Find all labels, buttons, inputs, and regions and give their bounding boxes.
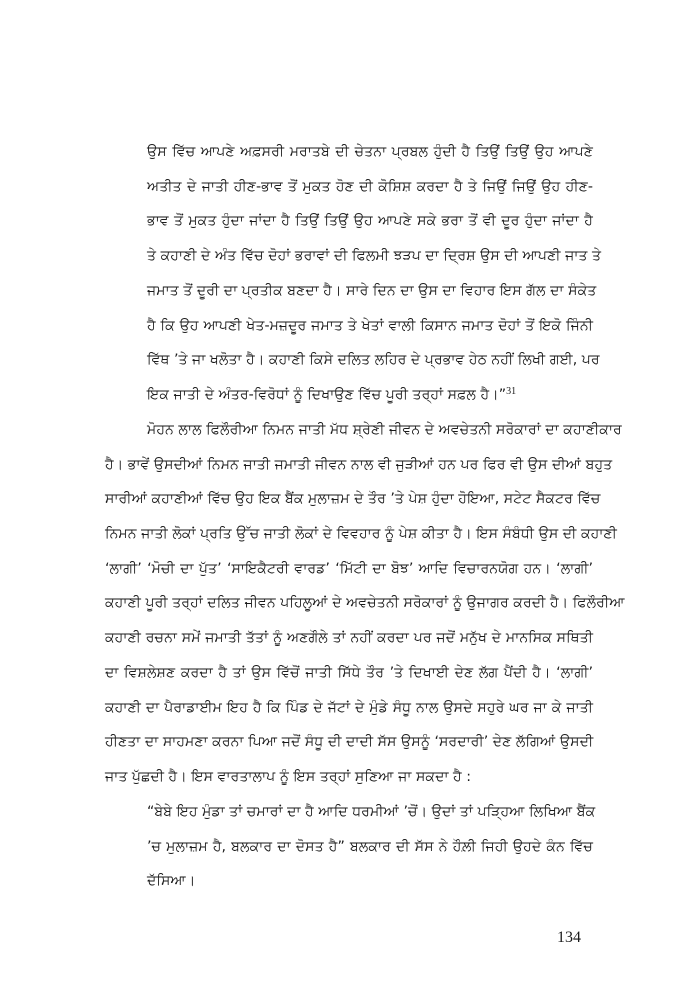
text-line: ਹੀਣਤਾ ਦਾ ਸਾਹਮਣਾ ਕਰਨਾ ਪਿਆ ਜਦੋਂ ਸੰਧੂ ਦੀ ਦਾਦੀ ਸੱਸ ਉਸਨੂੰ ‘ਸਰਦਾਰੀ’ ਦੇਣ ਲੱਗਿਆਂ ਉਸਦੀ [105,734,594,750]
text-line: ਸਾਰੀਆਂ ਕਹਾਣੀਆਂ ਵਿੱਚ ਉਹ ਇਕ ਬੈਂਕ ਮੁਲਾਜ਼ਮ ਦੇ ਤੌਰ ’ਤੇ ਪੇਸ਼ ਹੁੰਦਾ ਹੋਇਆ, ਸਟੇਟ ਸੈਕਟਰ ਵਿੱਚ [105,491,601,507]
quote-end-text: ਇਕ ਜਾਤੀ ਦੇ ਅੰਤਰ-ਵਿਰੋਧਾਂ ਨੂੰ ਦਿਖਾਉਣ ਵਿੱਚ ਪੂਰੀ ਤਰ੍ਹਾਂ ਸਫ਼ਲ ਹੈ।” [147,387,507,403]
text-line: ਭਾਵ ਤੋਂ ਮੁਕਤ ਹੁੰਦਾ ਜਾਂਦਾ ਹੈ ਤਿਉਂ ਤਿਉਂ ਉਹ ਆਪਣੇ ਸਕੇ ਭਰਾ ਤੋਂ ਵੀ ਦੂਰ ਹੁੰਦਾ ਜਾਂਦਾ ਹੈ [147,213,593,229]
quote-line: ’ਚ ਮੁਲਾਜ਼ਮ ਹੈ, ਬਲਕਾਰ ਦਾ ਦੋਸਤ ਹੈ” ਬਲਕਾਰ ਦੀ ਸੱਸ ਨੇ ਹੌਲ਼ੀ ਜਿਹੀ ਉਹਦੇ ਕੰਨ ਵਿੱਚ [147,839,593,855]
text-line: ਅਤੀਤ ਦੇ ਜਾਤੀ ਹੀਣ-ਭਾਵ ਤੋਂ ਮੁਕਤ ਹੋਣ ਦੀ ਕੋਸ਼ਿਸ਼ ਕਰਦਾ ਹੈ ਤੇ ਜਿਉਂ ਜਿਉਂ ਉਹ ਹੀਣ- [147,179,593,195]
text-line-last: ਜਾਤ ਪੁੱਛਦੀ ਹੈ। ਇਸ ਵਾਰਤਾਲਾਪ ਨੂੰ ਇਸ ਤਰ੍ਹਾਂ ਸੁਣਿਆ ਜਾ ਸਕਦਾ ਹੈ : [105,769,472,785]
text-line: ਨਿਮਨ ਜਾਤੀ ਲੋਕਾਂ ਪ੍ਰਤਿ ਉੱਚ ਜਾਤੀ ਲੋਕਾਂ ਦੇ ਵਿਵਹਾਰ ਨੂੰ ਪੇਸ਼ ਕੀਤਾ ਹੈ। ਇਸ ਸੰਬੰਧੀ ਉਸ ਦੀ ਕਹਾਣੀ [105,526,617,542]
text-line: ਦਾ ਵਿਸ਼ਲੇਸ਼ਣ ਕਰਦਾ ਹੈ ਤਾਂ ਉਸ ਵਿੱਚੋਂ ਜਾਤੀ ਸਿੱਧੇ ਤੌਰ ’ਤੇ ਦਿਖਾਈ ਦੇਣ ਲੱਗ ਪੈਂਦੀ ਹੈ। ‘ਲਾਗੀ’ [105,665,593,681]
text-line: ਜਮਾਤ ਤੋਂ ਦੂਰੀ ਦਾ ਪ੍ਰਤੀਕ ਬਣਦਾ ਹੈ। ਸਾਰੇ ਦਿਨ ਦਾ ਉਸ ਦਾ ਵਿਹਾਰ ਇਸ ਗੱਲ ਦਾ ਸੰਕੇਤ [147,283,597,299]
text-line: ਕਹਾਣੀ ਪੂਰੀ ਤਰ੍ਹਾਂ ਦਲਿਤ ਜੀਵਨ ਪਹਿਲੂਆਂ ਦੇ ਅਵਚੇਤਨੀ ਸਰੋਕਾਰਾਂ ਨੂੰ ਉਜਾਗਰ ਕਰਦੀ ਹੈ। ਫਿਲੌਰੀਆ [105,595,625,611]
text-line: ‘ਲਾਗੀ’ ‘ਮੋਚੀ ਦਾ ਪੁੱਤ’ ‘ਸਾਇਕੈਟਰੀ ਵਾਰਡ’ ‘ਮਿੱਟੀ ਦਾ ਬੋਝ’ ਆਦਿ ਵਿਚਾਰਨਯੋਗ ਹਨ। ‘ਲਾਗੀ’ [105,561,593,577]
text-line: ਵਿੱਥ ’ਤੇ ਜਾ ਖਲੋਤਾ ਹੈ। ਕਹਾਣੀ ਕਿਸੇ ਦਲਿਤ ਲਹਿਰ ਦੇ ਪ੍ਰਭਾਵ ਹੇਠ ਨਹੀਂ ਲਿਖੀ ਗਈ, ਪਰ [147,352,600,368]
text-line: ਕਹਾਣੀ ਰਚਨਾ ਸਮੇਂ ਜਮਾਤੀ ਤੱਤਾਂ ਨੂੰ ਅਣਗੌਲੇ ਤਾਂ ਨਹੀਂ ਕਰਦਾ ਪਰ ਜਦੋਂ ਮਨੁੱਖ ਦੇ ਮਾਨਸਿਕ ਸਥਿਤੀ [105,630,593,646]
text-line: ਤੇ ਕਹਾਣੀ ਦੇ ਅੰਤ ਵਿੱਚ ਦੋਹਾਂ ਭਰਾਵਾਂ ਦੀ ਫਿਲਮੀ ਝੜਪ ਦਾ ਦ੍ਰਿਸ਼ ਉਸ ਦੀ ਆਪਣੀ ਜਾਤ ਤੇ [147,248,602,264]
text-line: ਹੈ ਕਿ ਉਹ ਆਪਣੀ ਖੇਤ-ਮਜ਼ਦੂਰ ਜਮਾਤ ਤੇ ਖੇਤਾਂ ਵਾਲੀ ਕਿਸਾਨ ਜਮਾਤ ਦੋਹਾਂ ਤੋਂ ਇਕੋ ਜਿੰਨੀ [147,318,593,334]
text-line-last [147,385,516,405]
footnote-marker[interactable]: 31 [506,386,517,397]
text-line: ਕਹਾਣੀ ਦਾ ਪੈਰਾਡਾਈਮ ਇਹ ਹੈ ਕਿ ਪਿੰਡ ਦੇ ਜੱਟਾਂ ਦੇ ਮੁੰਡੇ ਸੰਧੂ ਨਾਲ ਉਸਦੇ ਸਹੁਰੇ ਘਰ ਜਾ ਕੇ ਜਾਤੀ [105,700,593,716]
text-line: ਹੈ। ਭਾਵੇਂ ਉਸਦੀਆਂ ਨਿਮਨ ਜਾਤੀ ਜਮਾਤੀ ਜੀਵਨ ਨਾਲ ਵੀ ਜੁੜੀਆਂ ਹਨ ਪਰ ਫਿਰ ਵੀ ਉਸ ਦੀਆਂ ਬਹੁਤ [105,457,613,473]
quote-line: “ਬੇਬੇ ਇਹ ਮੁੰਡਾ ਤਾਂ ਚਮਾਰਾਂ ਦਾ ਹੈ ਆਦਿ ਧਰਮੀਆਂ ’ਚੋਂ। ਉਦਾਂ ਤਾਂ ਪੜ੍ਹਿਆ ਲਿਖਿਆ ਬੈਂਕ [147,804,596,820]
text-line: ਉਸ ਵਿੱਚ ਆਪਣੇ ਅਫ਼ਸਰੀ ਮਰਾਤਬੇ ਦੀ ਚੇਤਨਾ ਪ੍ਰਬਲ ਹੁੰਦੀ ਹੈ ਤਿਉਂ ਤਿਉਂ ਉਹ ਆਪਣੇ [147,144,593,160]
text-line-indented: ਮੋਹਨ ਲਾਲ ਫਿਲੌਰੀਆ ਨਿਮਨ ਜਾਤੀ ਮੱਧ ਸ਼੍ਰੇਣੀ ਜੀਵਨ ਦੇ ਅਵਚੇਤਨੀ ਸਰੋਕਾਰਾਂ ਦਾ ਕਹਾਣੀਕਾਰ [147,422,622,438]
quote-line-last: ਦੱਸਿਆ। [147,873,196,889]
page-number: 134 [557,929,581,946]
